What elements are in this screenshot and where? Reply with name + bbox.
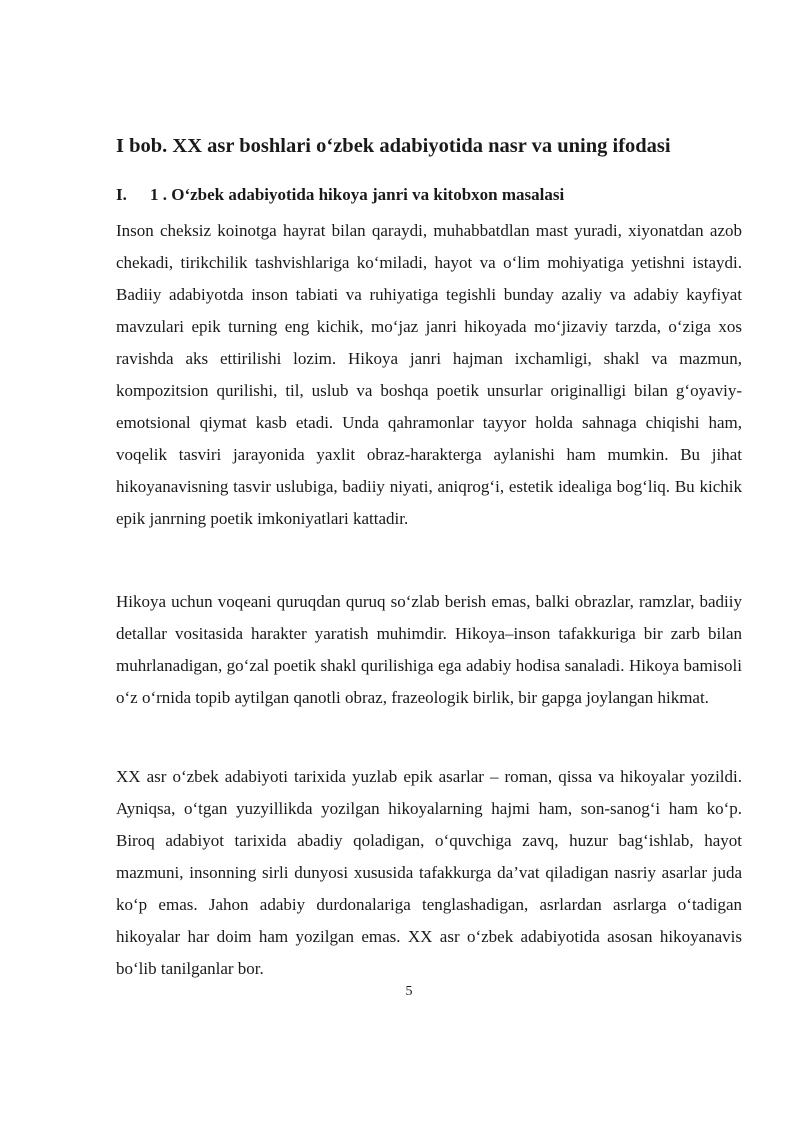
section-title: 1 . O‘zbek adabiyotida hikoya janri va kitobxon masalasi	[150, 185, 565, 204]
page-number: 5	[405, 984, 413, 999]
section-number: I.	[116, 185, 127, 204]
body-paragraph: XX asr o‘zbek adabiyoti tarixida yuzlab epik asarlar – roman, qissa va hikoyalar yozildi. Ayniqsa, o‘tgan yuzyillikda yozilgan hikoyalarning hajmi ham, son-sanog‘i ham ko‘p. Biroq adabiyot tarixida abadiy qoladigan, o‘quvchiga zavq, huzur bag‘ishlab, hayot mazmuni, insonning sirli dunyosi xususida tafakkurga da’vat qiladigan nasriy asarlar juda ko‘p emas. Jahon adabiy durdonalariga tenglashadigan, asrlardan asrlarga o‘tadigan hikoyalar har doim ham yozilgan emas. XX asr o‘zbek adabiyotida asosan hikoyanavis bo‘lib tanilganlar bor.	[116, 767, 742, 978]
body-paragraph: Hikoya uchun voqeani quruqdan quruq so‘zlab berish emas, balki obrazlar, ramzlar, badiiy detallar vositasida harakter yaratish muhimdir. Hikoya–inson tafakkuriga bir zarb bilan muhrlanadigan, go‘zal poetik shakl qurilishiga ega adabiy hodisa sanaladi. Hikoya bamisoli o‘z o‘rnida topib aytilgan qanotli obraz, frazeologik birlik, bir gapga joylangan hikmat.	[116, 592, 742, 707]
section-heading	[116, 183, 742, 207]
chapter-title: I bob. XX asr boshlari o‘zbek adabiyotida nasr va uning ifodasi	[116, 135, 671, 157]
document-page	[116, 0, 742, 1131]
body-paragraph: Inson cheksiz koinotga hayrat bilan qaraydi, muhabbatdlan mast yuradi, xiyonatdan azob chekadi, tirikchilik tashvishlariga ko‘miladi, hayot va o‘lim mohiyatiga yetishni istaydi. Badiiy adabiyotda inson tabiati va ruhiyatiga tegishli bunday azaliy va adabiy kayfiyat mavzulari epik turning eng kichik, mo‘jaz janri hikoyada mo‘jizaviy tarzda, o‘ziga xos ravishda aks ettirilishi lozim. Hikoya janri hajman ixchamligi, shakl va mazmun, kompozitsion qurilishi, til, uslub va boshqa poetik unsurlar originalligi bilan g‘oyaviy-emotsional qiymat kasb etadi. Unda qahramonlar tayyor holda sahnaga chiqishi ham, voqelik tasviri jarayonida yaxlit obraz-harakterga aylanishi ham mumkin. Bu jihat hikoyanavisning tasvir uslubiga, badiiy niyati, aniqrog‘i, estetik idealiga bog‘liq. Bu kichik epik janrning poetik imkoniyatlari kattadir.	[116, 221, 742, 528]
